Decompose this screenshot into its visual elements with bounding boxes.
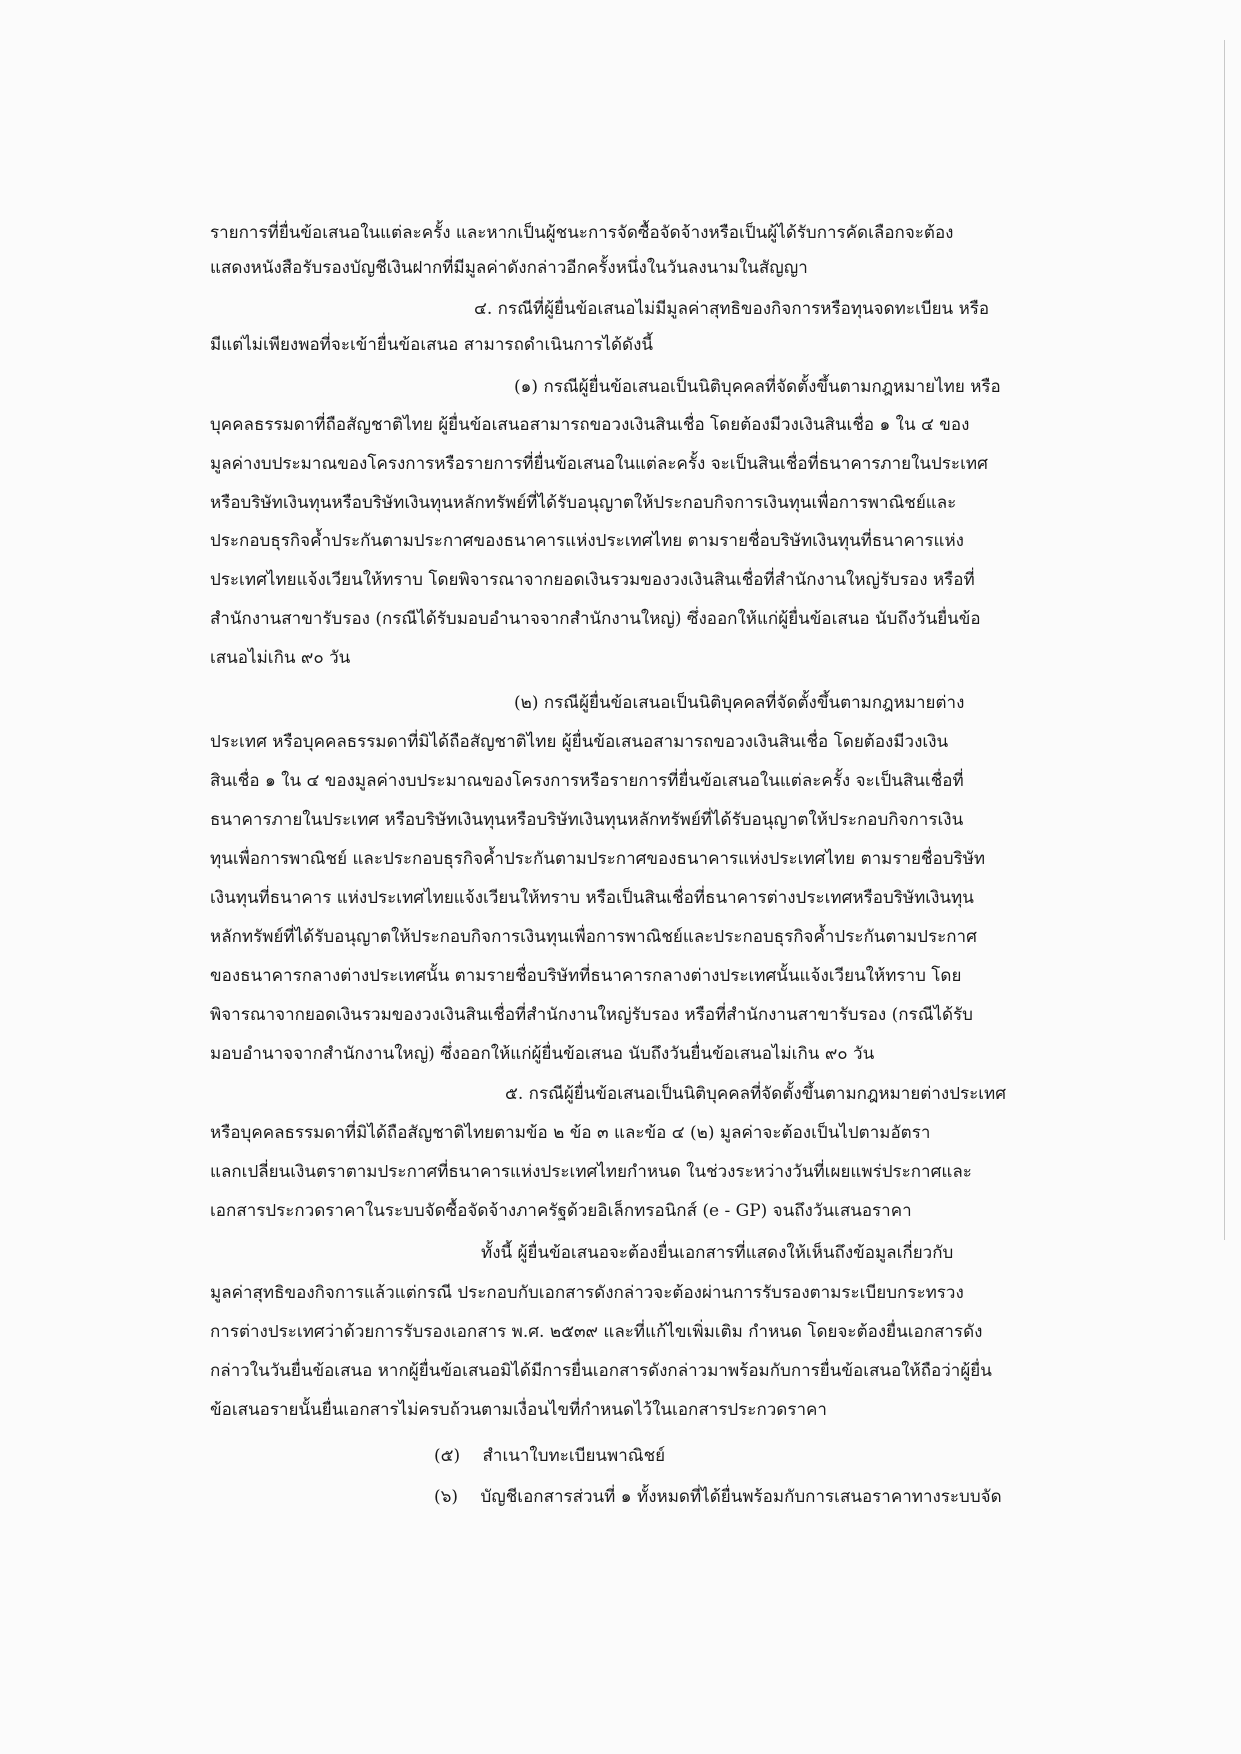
paragraph-line: กล่าวในวันยื่นข้อเสนอ หากผู้ยื่นข้อเสนอมิได้มีการยื่นเอกสารดังกล่าวมาพร้อมกับการยื่นข้อเสนอให้ถือว่าผู้ยื่น [210, 1361, 992, 1381]
paragraph-line: หลักทรัพย์ที่ได้รับอนุญาตให้ประกอบกิจการเงินทุนเพื่อการพาณิชย์และประกอบธุรกิจค้ำประกันตามประกาศ [210, 927, 977, 947]
paragraph-line: (๑) กรณีผู้ยื่นข้อเสนอเป็นนิติบุคคลที่จัดตั้งขึ้นตามกฎหมายไทย หรือ [514, 377, 1001, 397]
paragraph-line: มูลค่าสุทธิของกิจการแล้วแต่กรณี ประกอบกับเอกสารดังกล่าวจะต้องผ่านการรับรองตามระเบียบกระทรวง [210, 1283, 964, 1303]
paragraph-line: (๒) กรณีผู้ยื่นข้อเสนอเป็นนิติบุคคลที่จัดตั้งขึ้นตามกฎหมายต่าง [514, 693, 965, 713]
paragraph-line: เสนอไม่เกิน ๙๐ วัน [210, 648, 351, 668]
paragraph-line: หรือบริษัทเงินทุนหรือบริษัทเงินทุนหลักทรัพย์ที่ได้รับอนุญาตให้ประกอบกิจการเงินทุนเพื่อการพาณิชย์และ [210, 493, 957, 513]
paragraph-line: หรือบุคคลธรรมดาที่มิได้ถือสัญชาติไทยตามข้อ ๒ ข้อ ๓ และข้อ ๔ (๒) มูลค่าจะต้องเป็นไปตามอัตรา [210, 1123, 931, 1143]
paragraph-line: ทุนเพื่อการพาณิชย์ และประกอบธุรกิจค้ำประกันตามประกาศของธนาคารแห่งประเทศไทย ตามรายชื่อบริษัท [210, 849, 986, 869]
paragraph-line: ประเทศไทยแจ้งเวียนให้ทราบ โดยพิจารณาจากยอดเงินรวมของวงเงินสินเชื่อที่สำนักงานใหญ่รับรอง หรือที่ [210, 570, 975, 590]
paragraph-line: รายการที่ยื่นข้อเสนอในแต่ละครั้ง และหากเป็นผู้ชนะการจัดซื้อจัดจ้างหรือเป็นผู้ได้รับการคัดเลือกจะต้อง [210, 223, 954, 243]
paragraph-line: ธนาคารภายในประเทศ หรือบริษัทเงินทุนหรือบริษัทเงินทุนหลักทรัพย์ที่ได้รับอนุญาตให้ประกอบกิจการเงิน [210, 810, 964, 830]
scan-edge-line [1224, 40, 1225, 1240]
paragraph-line: เอกสารประกวดราคาในระบบจัดซื้อจัดจ้างภาครัฐด้วยอิเล็กทรอนิกส์ (e - GP) จนถึงวันเสนอราคา [210, 1201, 912, 1221]
list-item: (๖) บัญชีเอกสารส่วนที่ ๑ ทั้งหมดที่ได้ยื่นพร้อมกับการเสนอราคาทางระบบจัด [434, 1487, 1002, 1507]
paragraph-line: ทั้งนี้ ผู้ยื่นข้อเสนอจะต้องยื่นเอกสารที่แสดงให้เห็นถึงข้อมูลเกี่ยวกับ [481, 1243, 954, 1263]
paragraph-line: สินเชื่อ ๑ ใน ๔ ของมูลค่างบประมาณของโครงการหรือรายการที่ยื่นข้อเสนอในแต่ละครั้ง จะเป็นสินเชื่อที่ [210, 771, 964, 791]
list-item: (๕) สำเนาใบทะเบียนพาณิชย์ [434, 1446, 666, 1466]
paragraph-line: ข้อเสนอรายนั้นยื่นเอกสารไม่ครบถ้วนตามเงื่อนไขที่กำหนดไว้ในเอกสารประกวดราคา [210, 1400, 827, 1420]
paragraph-line: ของธนาคารกลางต่างประเทศนั้น ตามรายชื่อบริษัทที่ธนาคารกลางต่างประเทศนั้นแจ้งเวียนให้ทราบ โดย [210, 966, 962, 986]
paragraph-line: มอบอำนาจจากสำนักงานใหญ่) ซึ่งออกให้แก่ผู้ยื่นข้อเสนอ นับถึงวันยื่นข้อเสนอไม่เกิน ๙๐ วัน [210, 1044, 875, 1064]
paragraph-line: เงินทุนที่ธนาคาร แห่งประเทศไทยแจ้งเวียนให้ทราบ หรือเป็นสินเชื่อที่ธนาคารต่างประเทศหรือบริษัทเงินทุน [210, 888, 974, 908]
paragraph-line: แสดงหนังสือรับรองบัญชีเงินฝากที่มีมูลค่าดังกล่าวอีกครั้งหนึ่งในวันลงนามในสัญญา [210, 258, 808, 278]
paragraph-line: แลกเปลี่ยนเงินตราตามประกาศที่ธนาคารแห่งประเทศไทยกำหนด ในช่วงระหว่างวันที่เผยแพร่ประกาศและ [210, 1162, 972, 1182]
paragraph-line: ประกอบธุรกิจค้ำประกันตามประกาศของธนาคารแห่งประเทศไทย ตามรายชื่อบริษัทเงินทุนที่ธนาคารแห่ง [210, 531, 964, 551]
paragraph-line: มีแต่ไม่เพียงพอที่จะเข้ายื่นข้อเสนอ สามารถดำเนินการได้ดังนี้ [210, 335, 654, 355]
paragraph-line: ๕. กรณีผู้ยื่นข้อเสนอเป็นนิติบุคคลที่จัดตั้งขึ้นตามกฎหมายต่างประเทศ [505, 1084, 1007, 1104]
paragraph-line: บุคคลธรรมดาที่ถือสัญชาติไทย ผู้ยื่นข้อเสนอสามารถขอวงเงินสินเชื่อ โดยต้องมีวงเงินสินเชื่อ ๑ ใน ๔ ของ [210, 415, 970, 435]
paragraph-line: การต่างประเทศว่าด้วยการรับรองเอกสาร พ.ศ. ๒๕๓๙ และที่แก้ไขเพิ่มเติม กำหนด โดยจะต้องยื่นเอกสารดัง [210, 1322, 983, 1342]
paragraph-line: สำนักงานสาขารับรอง (กรณีได้รับมอบอำนาจจากสำนักงานใหญ่) ซึ่งออกให้แก่ผู้ยื่นข้อเสนอ นับถึงวันยื่นข้อ [210, 609, 981, 629]
paragraph-line: ๔. กรณีที่ผู้ยื่นข้อเสนอไม่มีมูลค่าสุทธิของกิจการหรือทุนจดทะเบียน หรือ [474, 299, 990, 319]
paragraph-line: ประเทศ หรือบุคคลธรรมดาที่มิได้ถือสัญชาติไทย ผู้ยื่นข้อเสนอสามารถขอวงเงินสินเชื่อ โดยต้องมีวงเงิน [210, 732, 949, 752]
paragraph-line: พิจารณาจากยอดเงินรวมของวงเงินสินเชื่อที่สำนักงานใหญ่รับรอง หรือที่สำนักงานสาขารับรอง (กรณีได้รับ [210, 1005, 973, 1025]
paragraph-line: มูลค่างบประมาณของโครงการหรือรายการที่ยื่นข้อเสนอในแต่ละครั้ง จะเป็นสินเชื่อที่ธนาคารภายในประเทศ [210, 454, 988, 474]
